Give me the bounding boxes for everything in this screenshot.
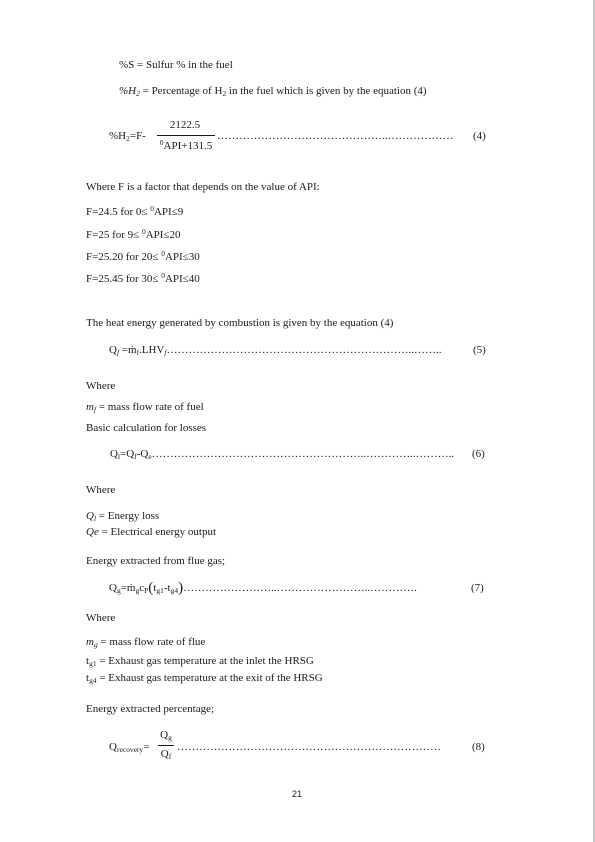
f-condition-2: F=25 for 9≤ $^0$API≤20 — [86, 227, 181, 241]
eq4-numerator: 2122.5 — [169, 119, 201, 131]
eq6-number: (6) — [472, 448, 485, 460]
percentage-intro: Energy extracted percentage; — [86, 703, 215, 715]
eq5-number: (5) — [473, 344, 486, 356]
f-condition-4: F=25.45 for 30≤ $^0$API≤40 — [86, 271, 200, 285]
eq4-number: (4) — [473, 130, 486, 142]
energy-loss-definition: $Q_l$ = Energy loss — [86, 510, 160, 523]
eq8-numerator: $Q_g$ — [160, 729, 172, 742]
where-label-1: Where — [86, 380, 116, 392]
eq7: $Q_g=ṁ_gc_P(t_{g1}-t_{g4})\dots\dots\dots\dots\dots\dots\dots\dots..\dots\dots\dots\dots\dots\dots\dots\dots..\dots\dots\dots\dots$. — [109, 580, 417, 596]
heat-intro: The heat energy generated by combustion is given by the equation (4) — [86, 317, 394, 329]
eq4-leader: ………………………………………..……………… — [217, 130, 454, 142]
eq5: $Q_f$ $=ṁ_f.LHV_f\dots\dots\dots\dots\dots\dots\dots\dots\dots\dots\dots\dots\dots\dots\dots\dots\dots\dots\dots\dots\dots\dots..\dots\dots$.. — [109, 344, 442, 357]
f-intro: Where F is a factor that depends on the value of API: — [86, 181, 320, 193]
flue-intro: Energy extracted from flue gas; — [86, 555, 226, 567]
eq5-leader: …………………………………………………………..…….. — [166, 344, 442, 356]
eq6: $Q_l=Q_f-Q_e\dots\dots\dots\dots\dots\dots\dots\dots\dots\dots\dots\dots\dots\dots\dots\dots\dots\dots\dots..\dots\dots\dots\dots..\dots\dots\dots$.. — [110, 448, 455, 461]
sulfur-symbol: %S — [119, 59, 135, 71]
tg1-definition: $t_{g1}$ = Exhaust gas temperature at the inlet the HRSG — [86, 655, 314, 668]
eq8-leader: ……………………………………………………………… — [177, 741, 441, 753]
eq8-denominator: $Q_f$ — [160, 748, 172, 761]
eq4-lhs: $\%H_2=F-$ — [109, 130, 146, 143]
h2-symbol: %H — [119, 85, 137, 97]
eq8-lhs: $Q_{recovery}=$ — [109, 741, 150, 754]
f-condition-3: F=25.20 for 20≤ $^0$API≤30 — [86, 249, 200, 263]
tg4-definition: $t_{g4}$ = Exhaust gas temperature at the exit of the HRSG — [86, 672, 323, 685]
electrical-output-definition: Qe = Electrical energy output — [86, 526, 217, 538]
eq8-number: (8) — [472, 741, 485, 753]
eq4-fraction-bar — [157, 135, 215, 136]
sulfur-text: = Sulfur % in the fuel — [134, 59, 233, 71]
eq4-denominator: $^0$API+131.5 — [159, 138, 213, 152]
h2-definition: $\%H_2$ = Percentage of $H_2$ in the fuel which is given by the equation (4) — [119, 85, 427, 98]
f-condition-1: F=24.5 for 0≤ $^0$API≤9 — [86, 204, 184, 218]
mg-definition: $m_g$ = mass flow rate of flue — [86, 636, 206, 649]
where-label-2: Where — [86, 484, 116, 496]
sulfur-definition — [119, 59, 233, 72]
eq7-leader: ……………………..……………………..…………. — [183, 582, 417, 594]
eq7-number: (7) — [471, 582, 484, 594]
eq6-leader: …………………………………………………..…………..……….. — [151, 448, 455, 460]
basic-calculation: Basic calculation for losses — [86, 422, 207, 434]
page-number: 21 — [292, 789, 303, 799]
mf-definition: $m_f$ = mass flow rate of fuel — [86, 401, 204, 414]
eq8-fraction-bar — [158, 745, 174, 746]
where-label-3: Where — [86, 612, 116, 624]
